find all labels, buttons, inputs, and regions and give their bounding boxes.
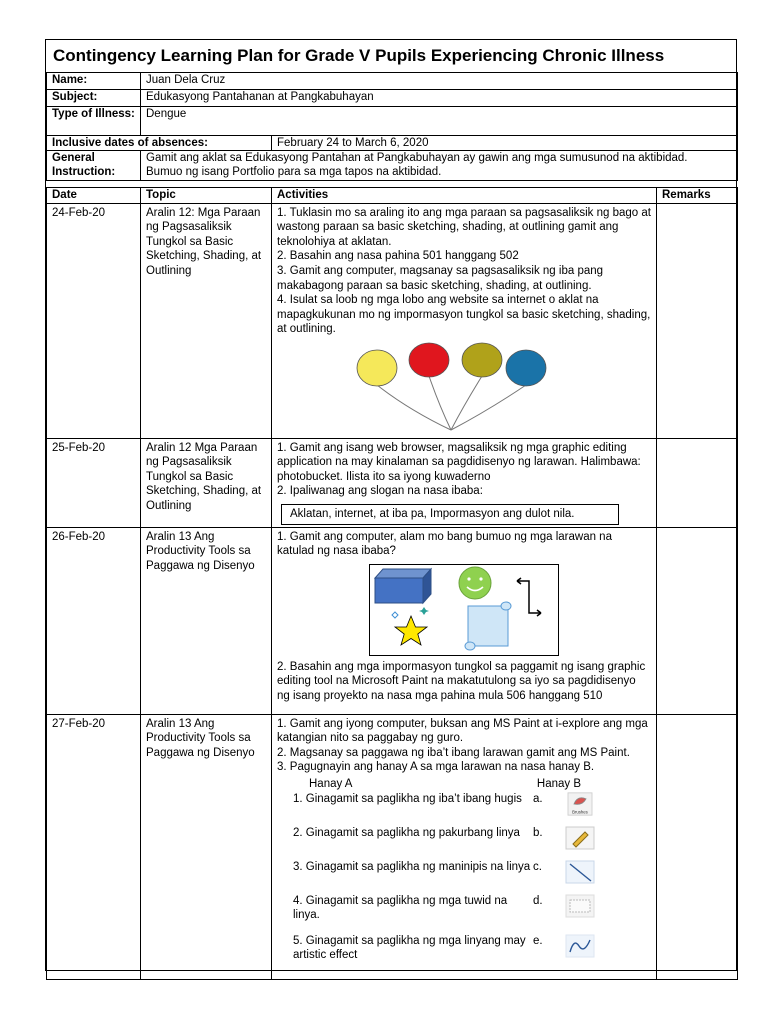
row-topic: Aralin 12 Mga Paraan ng Pagsasaliksik Tungkol sa Basic Sketching, Shading, at Outlining bbox=[141, 438, 272, 527]
paint-shapes-image bbox=[369, 564, 559, 656]
activity-item: 3. Gamit ang computer, magsanay sa pagsasaliksik ng iba pang makabagong paraan sa basic sketching, shading, at outlining. bbox=[277, 264, 604, 292]
absence-value: February 24 to March 6, 2020 bbox=[272, 136, 738, 151]
row-topic: Aralin 13 Ang Productivity Tools sa Paggawa ng Disenyo bbox=[141, 527, 272, 714]
subject-label: Subject: bbox=[47, 90, 141, 107]
row-activities bbox=[272, 203, 657, 438]
matching-question: 4. Ginagamit sa paglikha ng mga tuwid na linya. bbox=[293, 894, 508, 922]
row-remarks bbox=[657, 527, 738, 714]
matching-item bbox=[277, 860, 651, 894]
row-topic: Aralin 13 Ang Productivity Tools sa Paggawa ng Disenyo bbox=[141, 714, 272, 979]
matching-letter: c. bbox=[533, 860, 542, 873]
matching-item bbox=[277, 826, 651, 860]
activity-item: 1. Gamit ang iyong computer, buksan ang MS Paint at i-explore ang mga katangian nito sa paggabay ng guro. bbox=[277, 717, 648, 745]
matching-question: 1. Ginagamit sa paglikha ng iba’t ibang hugis bbox=[293, 792, 522, 805]
row-activities bbox=[272, 438, 657, 527]
activities-table bbox=[46, 187, 738, 980]
student-info-table bbox=[46, 72, 738, 181]
pencil-icon bbox=[565, 826, 595, 850]
matching-item bbox=[277, 934, 651, 968]
balloon-icon bbox=[409, 343, 449, 377]
curve-icon bbox=[565, 934, 595, 958]
matching-letter: e. bbox=[533, 934, 543, 947]
row-remarks bbox=[657, 203, 738, 438]
smiley-icon bbox=[459, 567, 491, 599]
general-instruction-line-2: Bumuo ng isang Portfolio para sa mga tapos na aktibidad. bbox=[146, 166, 442, 178]
line-icon bbox=[565, 860, 595, 884]
matching-item bbox=[277, 894, 651, 934]
activity-item: 1. Tuklasin mo sa araling ito ang mga paraan sa pagsasaliksik ng bago at wastong paraan sa basic sketching, shading, at outlining gamit ang teknolohiya at aklatan. bbox=[277, 206, 651, 248]
hanay-b-header: Hanay B bbox=[536, 777, 581, 790]
subject-value: Edukasyong Pantahanan at Pangkabuhayan bbox=[141, 90, 738, 107]
row-date: 25-Feb-20 bbox=[47, 438, 141, 527]
slogan-box: Aklatan, internet, at iba pa, Impormasyon ang dulot nila. bbox=[281, 504, 619, 525]
activity-item: 2. Basahin ang nasa pahina 501 hanggang 502 bbox=[277, 250, 519, 263]
general-instruction-value bbox=[141, 151, 738, 181]
activity-item: 1. Gamit ang isang web browser, magsaliksik ng mga graphic editing application na may kinalaman sa pagdidisenyo ng larawan. Halimbawa: photobucket. Ilista ito sa iyong kuwaderno bbox=[277, 441, 641, 483]
table-row bbox=[47, 714, 738, 979]
col-header-topic: Topic bbox=[141, 188, 272, 204]
activity-item: 2. Ipaliwanag ang slogan na nasa ibaba: bbox=[277, 485, 483, 498]
general-instruction-line-1: Gamit ang aklat sa Edukasyong Pantahan at Pangkabuhayan ay gawin ang mga sumusunod na aktibidad. bbox=[146, 152, 688, 164]
matching-item bbox=[277, 792, 651, 826]
plan-document bbox=[45, 39, 737, 971]
row-date: 26-Feb-20 bbox=[47, 527, 141, 714]
name-label: Name: bbox=[47, 73, 141, 90]
illness-value: Dengue bbox=[141, 107, 738, 136]
row-remarks bbox=[657, 714, 738, 979]
matching-letter: a. bbox=[533, 792, 543, 805]
hanay-a-header: Hanay A bbox=[309, 777, 353, 790]
matching-question: 5. Ginagamit sa paglikha ng mga linyang may artistic effect bbox=[293, 934, 526, 962]
table-row bbox=[47, 438, 738, 527]
brushes-label: Brushes bbox=[572, 808, 588, 814]
row-topic: Aralin 12: Mga Paraan ng Pagsasaliksik Tungkol sa Basic Sketching, Shading, at Outlining bbox=[141, 203, 272, 438]
activity-item: 4. Isulat sa loob ng mga lobo ang website sa internet o aklat na mapagkukunan mo ng impormasyon tungkol sa basic sketching, shading, at outlining. bbox=[277, 294, 651, 336]
balloon-icon bbox=[357, 350, 397, 386]
matching-letter: b. bbox=[533, 826, 543, 839]
col-header-date: Date bbox=[47, 188, 141, 204]
col-header-remarks: Remarks bbox=[657, 188, 738, 204]
brushes-icon bbox=[565, 792, 595, 816]
balloons-image bbox=[339, 340, 569, 432]
row-date: 24-Feb-20 bbox=[47, 203, 141, 438]
col-header-activities: Activities bbox=[272, 188, 657, 204]
illness-label: Type of Illness: bbox=[47, 107, 141, 136]
row-date: 27-Feb-20 bbox=[47, 714, 141, 979]
balloon-icon bbox=[462, 343, 502, 377]
absence-label: Inclusive dates of absences: bbox=[47, 136, 272, 151]
row-activities bbox=[272, 527, 657, 714]
activity-item: 2. Magsanay sa paggawa ng iba’t ibang larawan gamit ang MS Paint. bbox=[277, 746, 630, 759]
activity-item: 2. Basahin ang mga impormasyon tungkol sa paggamit ng isang graphic editing tool na Microsoft Paint na makatutulong sa iyo sa pagdidisenyo ng isang proyekto na nasa mga pahina mula 506 hanggang 510 bbox=[277, 660, 646, 702]
row-activities bbox=[272, 714, 657, 979]
table-row bbox=[47, 203, 738, 438]
general-instruction-label: General Instruction: bbox=[47, 151, 141, 181]
row-remarks bbox=[657, 438, 738, 527]
balloon-icon bbox=[506, 350, 546, 386]
activity-item: 1. Gamit ang computer, alam mo bang bumuo ng mga larawan na katulad ng nasa ibaba? bbox=[277, 530, 612, 558]
table-row bbox=[47, 527, 738, 714]
name-value: Juan Dela Cruz bbox=[141, 73, 738, 90]
matching-letter: d. bbox=[533, 894, 543, 907]
scroll-icon bbox=[465, 602, 511, 650]
page-title: Contingency Learning Plan for Grade V Pupils Experiencing Chronic Illness bbox=[53, 46, 665, 65]
cube-icon bbox=[375, 569, 431, 603]
shapes-icon bbox=[565, 894, 595, 918]
matching-question: 3. Ginagamit sa paglikha ng maninipis na linya bbox=[293, 860, 531, 873]
matching-question: 2. Ginagamit sa paglikha ng pakurbang linya bbox=[293, 826, 520, 839]
activity-item: 3. Pagugnayin ang hanay A sa mga larawan na nasa hanay B. bbox=[277, 761, 595, 774]
matching-exercise bbox=[277, 777, 651, 968]
